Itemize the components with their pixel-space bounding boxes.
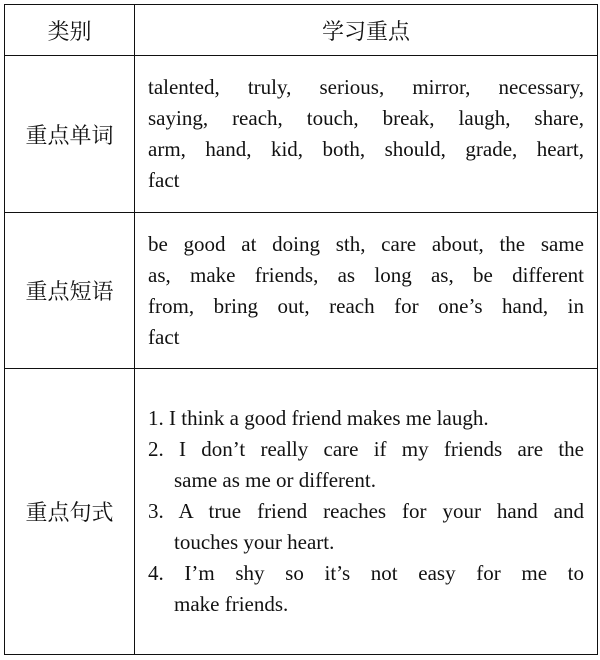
header-focus: 学习重点 [135, 5, 598, 56]
sentence-item [148, 403, 584, 434]
sentences-content [135, 369, 598, 655]
table-row [5, 56, 598, 213]
table-row [5, 213, 598, 369]
table-row [5, 369, 598, 655]
text-line: as, make friends, as long as, be different [148, 262, 584, 287]
sentence-item [148, 434, 584, 496]
row-label-sentences: 重点句式 [5, 369, 135, 655]
text-line: arm, hand, kid, both, should, grade, heart, [148, 137, 584, 161]
text-line: make friends. [174, 592, 289, 616]
header-row [5, 5, 598, 56]
text-line: talented, truly, serious, mirror, necessary, [148, 75, 584, 99]
text-line: fact [148, 168, 180, 192]
header-category: 类别 [5, 5, 135, 56]
phrases-content [135, 213, 598, 369]
text-line: 3. A true friend reaches for your hand and [148, 499, 584, 523]
text-line: saying, reach, touch, break, laugh, share, [148, 106, 584, 130]
text-line: be good at doing sth, care about, the same [148, 231, 584, 256]
text-line: from, bring out, reach for one’s hand, in [148, 293, 584, 318]
text-line: 1. I think a good friend makes me laugh. [148, 406, 489, 430]
text-line: touches your heart. [174, 530, 335, 554]
text-line: same as me or different. [174, 468, 376, 492]
text-line: 4. I’m shy so it’s not easy for me to [148, 561, 584, 585]
words-content [135, 56, 598, 213]
text-line: 2. I don’t really care if my friends are the [148, 437, 584, 461]
sentence-item [148, 558, 584, 620]
study-focus-table [4, 4, 598, 655]
row-label-words: 重点单词 [5, 56, 135, 213]
sentence-item [148, 496, 584, 558]
text-line: fact [148, 324, 180, 349]
row-label-phrases: 重点短语 [5, 213, 135, 369]
